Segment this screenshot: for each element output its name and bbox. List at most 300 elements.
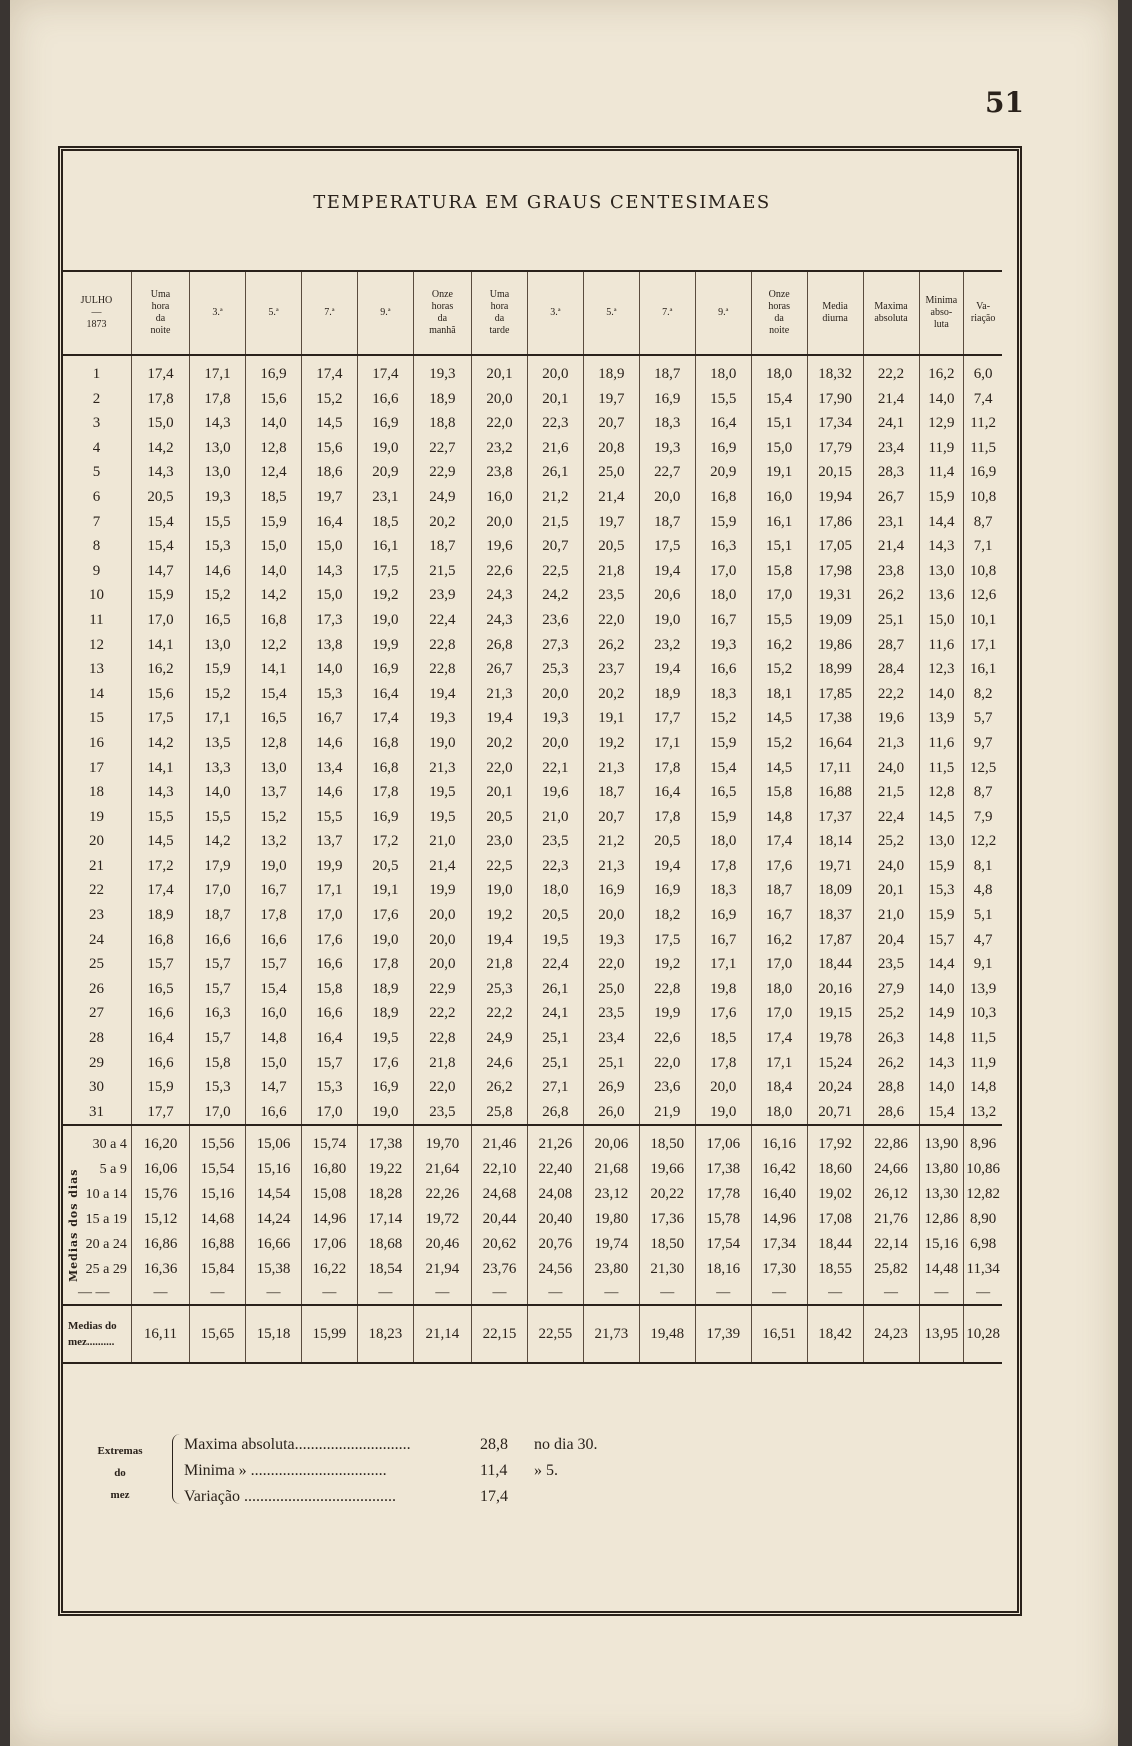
table-cell: 17,5 [357,559,413,584]
table-cell: 20,15 [807,460,863,485]
table-cell: 11,9 [964,1051,1002,1076]
table-cell: 15,6 [301,436,357,461]
table-cell: 15,4 [131,534,189,559]
table-cell: 7,9 [964,805,1002,830]
table-cell: 23,9 [413,583,471,608]
table-cell: 19,22 [357,1157,413,1182]
table-cell: 18,4 [751,1075,807,1100]
extreme-label: Variação ...................................... [184,1488,396,1505]
table-cell: 14,3 [919,534,964,559]
table-row [62,355,1002,387]
table-cell: 19,48 [639,1305,695,1363]
table-cell: 7,4 [964,387,1002,412]
table-cell: 26,9 [583,1075,639,1100]
table-cell: 20,71 [807,1100,863,1126]
table-cell: 23,2 [472,436,528,461]
table-cell: 15,78 [695,1207,751,1232]
day-number: 28 [88,1030,104,1047]
table-row [62,485,1002,510]
table-cell: 9,1 [964,952,1002,977]
day-number: 7 [92,513,101,530]
separator-row [62,1282,1002,1305]
table-cell: 14,6 [301,780,357,805]
table-cell: 16,2 [131,657,189,682]
table-cell: 12,9 [919,411,964,436]
table-cell: 20,5 [472,805,528,830]
table-cell: 17,1 [190,706,246,731]
table-cell: 15,4 [919,1100,964,1126]
day-number: 19 [88,808,104,825]
table-row [62,706,1002,731]
table-cell: 22,8 [413,1026,471,1051]
table-cell: 15,2 [246,805,302,830]
table-cell: 21,3 [472,682,528,707]
table-cell: 15,2 [751,657,807,682]
table-cell: 19,15 [807,1001,863,1026]
table-row [62,1001,1002,1026]
table-row [62,805,1002,830]
table-cell: 26,7 [472,657,528,682]
table-cell: 20,0 [527,731,583,756]
table-cell: 14,2 [246,583,302,608]
table-cell: 13,0 [190,460,246,485]
table-cell: 13,0 [246,756,302,781]
table-cell: 12,5 [964,756,1002,781]
dash-cell: — [695,1282,751,1305]
table-cell: 21,0 [413,829,471,854]
table-cell: 17,5 [639,928,695,953]
day-number: 4 [92,439,101,456]
table-cell: 18,44 [807,952,863,977]
table-cell: 19,4 [639,559,695,584]
table-cell: 20,40 [527,1207,583,1232]
table-cell: 24,9 [472,1026,528,1051]
table-cell: 23,12 [583,1182,639,1207]
table-cell: 28,3 [863,460,919,485]
table-cell: 22,4 [863,805,919,830]
table-cell: 11,6 [919,731,964,756]
table-cell: 15,0 [301,534,357,559]
day-number: 6 [92,488,101,505]
table-cell: 14,2 [190,829,246,854]
table-cell: 17,4 [301,355,357,387]
table-cell: 19,94 [807,485,863,510]
table-cell: 19,78 [807,1026,863,1051]
table-cell: 14,5 [751,706,807,731]
table-cell: 19,0 [357,608,413,633]
table-cell: 17,0 [751,952,807,977]
table-cell: 15,9 [695,805,751,830]
table-cell: 16,9 [357,657,413,682]
table-cell: 16,20 [131,1125,189,1157]
table-cell: 25,2 [863,1001,919,1026]
table-cell: 17,37 [807,805,863,830]
table-cell: 12,8 [246,436,302,461]
table-cell: 21,9 [639,1100,695,1126]
table-cell: 19,09 [807,608,863,633]
table-cell: 26,2 [472,1075,528,1100]
table-cell: 15,24 [807,1051,863,1076]
table-cell: 15,6 [131,682,189,707]
table-cell: 5,7 [964,706,1002,731]
table-cell: 16,5 [131,977,189,1002]
column-header: Va- riação [964,271,1002,355]
table-cell: 19,7 [583,510,639,535]
table-cell: 15,5 [190,510,246,535]
table-cell: 22,3 [527,411,583,436]
table-cell: 22,6 [472,559,528,584]
table-cell: 24,08 [527,1182,583,1207]
table-cell: 21,3 [583,854,639,879]
extreme-row [184,1434,598,1456]
table-cell: 8,7 [964,780,1002,805]
table-cell: 19,72 [413,1207,471,1232]
table-cell: 16,3 [695,534,751,559]
table-row [62,1075,1002,1100]
table-cell: 17,4 [357,355,413,387]
table-cell: 12,86 [919,1207,964,1232]
table-cell: 24,23 [863,1305,919,1363]
table-cell: 16,6 [301,952,357,977]
table-cell: 13,90 [919,1125,964,1157]
table-cell: 12,8 [919,780,964,805]
table-row [62,780,1002,805]
table-cell: 19,0 [357,436,413,461]
table-cell: 20,7 [583,805,639,830]
table-cell: 15,9 [190,657,246,682]
table-cell: 15,4 [246,977,302,1002]
table-cell: 14,0 [246,411,302,436]
table-cell: 23,8 [472,460,528,485]
table-cell: 15,84 [190,1257,246,1282]
table-cell: 19,9 [413,878,471,903]
month-means-row [62,1305,1002,1363]
day-number: 29 [88,1054,104,1071]
table-cell: 25,1 [527,1051,583,1076]
table-cell: 20,62 [472,1232,528,1257]
table-cell: 22,0 [583,952,639,977]
column-header: 7.ª [639,271,695,355]
table-cell: 16,3 [190,1001,246,1026]
table-cell: 18,3 [639,411,695,436]
table-row [62,952,1002,977]
table-cell: 16,7 [695,928,751,953]
table-cell: 17,0 [190,1100,246,1126]
table-cell: 14,0 [301,657,357,682]
table-cell: 20,5 [639,829,695,854]
column-header: Onze horas da noite [751,271,807,355]
table-cell: 19,1 [583,706,639,731]
table-row [62,756,1002,781]
table-cell: 22,15 [472,1305,528,1363]
table-cell: 18,9 [639,682,695,707]
table-cell: 19,86 [807,633,863,658]
table-cell: 22,2 [863,355,919,387]
dash-cell: — [807,1282,863,1305]
table-cell: 25,3 [527,657,583,682]
table-cell: 15,74 [301,1125,357,1157]
table-cell: 13,0 [919,559,964,584]
column-header: 3.ª [527,271,583,355]
table-cell: 25,2 [863,829,919,854]
table-cell: 16,22 [301,1257,357,1282]
table-cell: 19,7 [583,387,639,412]
table-cell: 16,6 [131,1051,189,1076]
table-cell: 18,9 [413,387,471,412]
extremes-heading: Extremas do mez [97,1445,143,1501]
table-cell: 15,2 [190,682,246,707]
table-cell: 23,6 [527,608,583,633]
table-cell: 14,3 [131,780,189,805]
table-cell: 24,2 [527,583,583,608]
table-cell: 17,3 [301,608,357,633]
table-cell: 23,7 [583,657,639,682]
dash-cell: — [639,1282,695,1305]
table-cell: 24,0 [863,854,919,879]
table-cell: 15,9 [695,510,751,535]
table-cell: 18,23 [357,1305,413,1363]
table-cell: 15,2 [301,387,357,412]
table-cell: 22,6 [639,1026,695,1051]
extreme-row [184,1460,558,1482]
table-cell: 16,42 [751,1157,807,1182]
table-cell: 21,26 [527,1125,583,1157]
table-cell: 15,06 [246,1125,302,1157]
table-row [62,829,1002,854]
table-cell: 16,6 [246,1100,302,1126]
table-cell: 14,5 [919,805,964,830]
table-cell: 15,8 [751,780,807,805]
table-cell: 15,56 [190,1125,246,1157]
table-row [62,903,1002,928]
table-cell: 17,14 [357,1207,413,1232]
table-cell: 22,5 [527,559,583,584]
table-row [62,854,1002,879]
table-cell: 24,9 [413,485,471,510]
table-cell: 19,8 [695,977,751,1002]
table-cell: 19,2 [583,731,639,756]
table-cell: 18,7 [190,903,246,928]
table-cell: 22,0 [472,756,528,781]
table-cell: 19,4 [639,657,695,682]
table-cell: 14,8 [964,1075,1002,1100]
table-cell: 16,0 [751,485,807,510]
table-cell: 18,68 [357,1232,413,1257]
table-cell: 19,6 [527,780,583,805]
table-cell: 20,2 [583,682,639,707]
table-row [62,682,1002,707]
table-cell: 13,4 [301,756,357,781]
table-cell: 14,0 [919,387,964,412]
table-cell: 16,36 [131,1257,189,1282]
table-cell: 17,4 [131,355,189,387]
table-cell: 16,1 [751,510,807,535]
table-cell: 20,0 [472,510,528,535]
table-cell: 19,5 [413,805,471,830]
table-cell: 23,5 [527,829,583,854]
table-cell: 22,40 [527,1157,583,1182]
table-cell: 14,96 [751,1207,807,1232]
table-cell: 11,9 [919,436,964,461]
dash-cell: — [190,1282,246,1305]
table-cell: 19,31 [807,583,863,608]
table-cell: 19,5 [357,1026,413,1051]
table-cell: 20,0 [413,903,471,928]
means-row [62,1125,1002,1157]
table-row [62,436,1002,461]
table-cell: 19,6 [472,534,528,559]
table-cell: 16,9 [695,903,751,928]
table-cell: 13,6 [919,583,964,608]
table-cell: 22,0 [583,608,639,633]
table-cell: 19,3 [413,706,471,731]
table-cell: 17,1 [639,731,695,756]
table-cell: 20,0 [527,682,583,707]
table-cell: 12,6 [964,583,1002,608]
table-cell: 22,10 [472,1157,528,1182]
table-cell: 17,87 [807,928,863,953]
table-cell: 20,1 [863,878,919,903]
table-cell: 17,8 [131,387,189,412]
table-cell: 20,24 [807,1075,863,1100]
table-cell: 20,0 [639,485,695,510]
table-cell: 16,9 [639,878,695,903]
table-cell: 20,22 [639,1182,695,1207]
table-cell: 20,46 [413,1232,471,1257]
table-cell: 19,4 [639,854,695,879]
table-row [62,1100,1002,1126]
table-cell: 18,5 [695,1026,751,1051]
table-cell: 21,30 [639,1257,695,1282]
table-cell: 17,85 [807,682,863,707]
table-cell: 14,1 [131,633,189,658]
table-cell: 15,4 [131,510,189,535]
day-number: 9 [92,562,101,579]
table-cell: 15,7 [246,952,302,977]
table-cell: 20,0 [695,1075,751,1100]
table-cell: 16,9 [246,355,302,387]
table-cell: 21,76 [863,1207,919,1232]
table-cell: 15,0 [246,1051,302,1076]
table-cell: 18,0 [695,829,751,854]
dash-cell: — [583,1282,639,1305]
table-cell: 25,1 [527,1026,583,1051]
table-cell: 14,54 [246,1182,302,1207]
day-number: 18 [88,784,104,801]
dash-cell: — [919,1282,964,1305]
table-cell: 19,66 [639,1157,695,1182]
table-cell: 16,6 [131,1001,189,1026]
table-cell: 17,8 [639,805,695,830]
table-cell: 15,7 [301,1051,357,1076]
dash-cell: — — [78,1285,110,1301]
table-cell: 18,60 [807,1157,863,1182]
table-cell: 22,9 [413,460,471,485]
table-cell: 21,46 [472,1125,528,1157]
table-cell: 21,4 [863,387,919,412]
month-extremes [80,1428,720,1508]
day-number: 24 [88,931,104,948]
table-cell: 23,6 [639,1075,695,1100]
table-cell: 16,2 [751,928,807,953]
dash-cell: — [472,1282,528,1305]
table-cell: 18,2 [639,903,695,928]
column-header: JULHO — 1873 [62,271,131,355]
table-cell: 8,2 [964,682,1002,707]
table-row [62,977,1002,1002]
table-cell: 17,1 [695,952,751,977]
table-cell: 21,3 [583,756,639,781]
table-cell: 21,5 [863,780,919,805]
table-row [62,534,1002,559]
table-cell: 22,8 [413,657,471,682]
table-cell: 24,56 [527,1257,583,1282]
table-cell: 19,70 [413,1125,471,1157]
table-cell: 18,6 [301,460,357,485]
table-cell: 15,18 [246,1305,302,1363]
table-cell: 23,1 [863,510,919,535]
table-cell: 16,6 [246,928,302,953]
table-cell: 21,2 [527,485,583,510]
table-cell: 14,4 [919,952,964,977]
table-cell: 10,8 [964,485,1002,510]
table-cell: 24,66 [863,1157,919,1182]
day-number: 15 [88,710,104,727]
table-cell: 20,8 [583,436,639,461]
table-cell: 18,0 [695,583,751,608]
table-cell: 16,9 [583,878,639,903]
table-cell: 16,4 [131,1026,189,1051]
extreme-value: 28,8 [480,1436,508,1453]
table-cell: 18,9 [357,1001,413,1026]
table-cell: 18,3 [695,878,751,903]
table-cell: 19,1 [751,460,807,485]
table-cell: 16,9 [695,436,751,461]
table-cell: 18,99 [807,657,863,682]
table-cell: 16,06 [131,1157,189,1182]
table-cell: 20,76 [527,1232,583,1257]
table-cell: 20,2 [472,731,528,756]
table-cell: 22,14 [863,1232,919,1257]
day-number: 3 [92,415,101,432]
table-cell: 15,76 [131,1182,189,1207]
table-cell: 19,3 [583,928,639,953]
table-cell: 15,7 [190,1026,246,1051]
table-cell: 25,82 [863,1257,919,1282]
dash-cell: — [131,1282,189,1305]
table-cell: 18,50 [639,1125,695,1157]
table-cell: 23,76 [472,1257,528,1282]
table-cell: 26,8 [472,633,528,658]
table-cell: 22,5 [472,854,528,879]
table-cell: 16,6 [190,928,246,953]
table-cell: 19,5 [527,928,583,953]
table-cell: 21,64 [413,1157,471,1182]
table-cell: 18,1 [751,682,807,707]
table-cell: 4,8 [964,878,1002,903]
table-cell: 22,7 [413,436,471,461]
table-cell: 17,6 [695,1001,751,1026]
table-cell: 19,6 [863,706,919,731]
table-cell: 16,5 [190,608,246,633]
table-cell: 17,5 [131,706,189,731]
table-cell: 16,9 [357,1075,413,1100]
table-cell: 15,5 [695,387,751,412]
table-cell: 17,39 [695,1305,751,1363]
table-cell: 20,1 [472,355,528,387]
table-cell: 14,3 [301,559,357,584]
table-cell: 12,82 [964,1182,1002,1207]
